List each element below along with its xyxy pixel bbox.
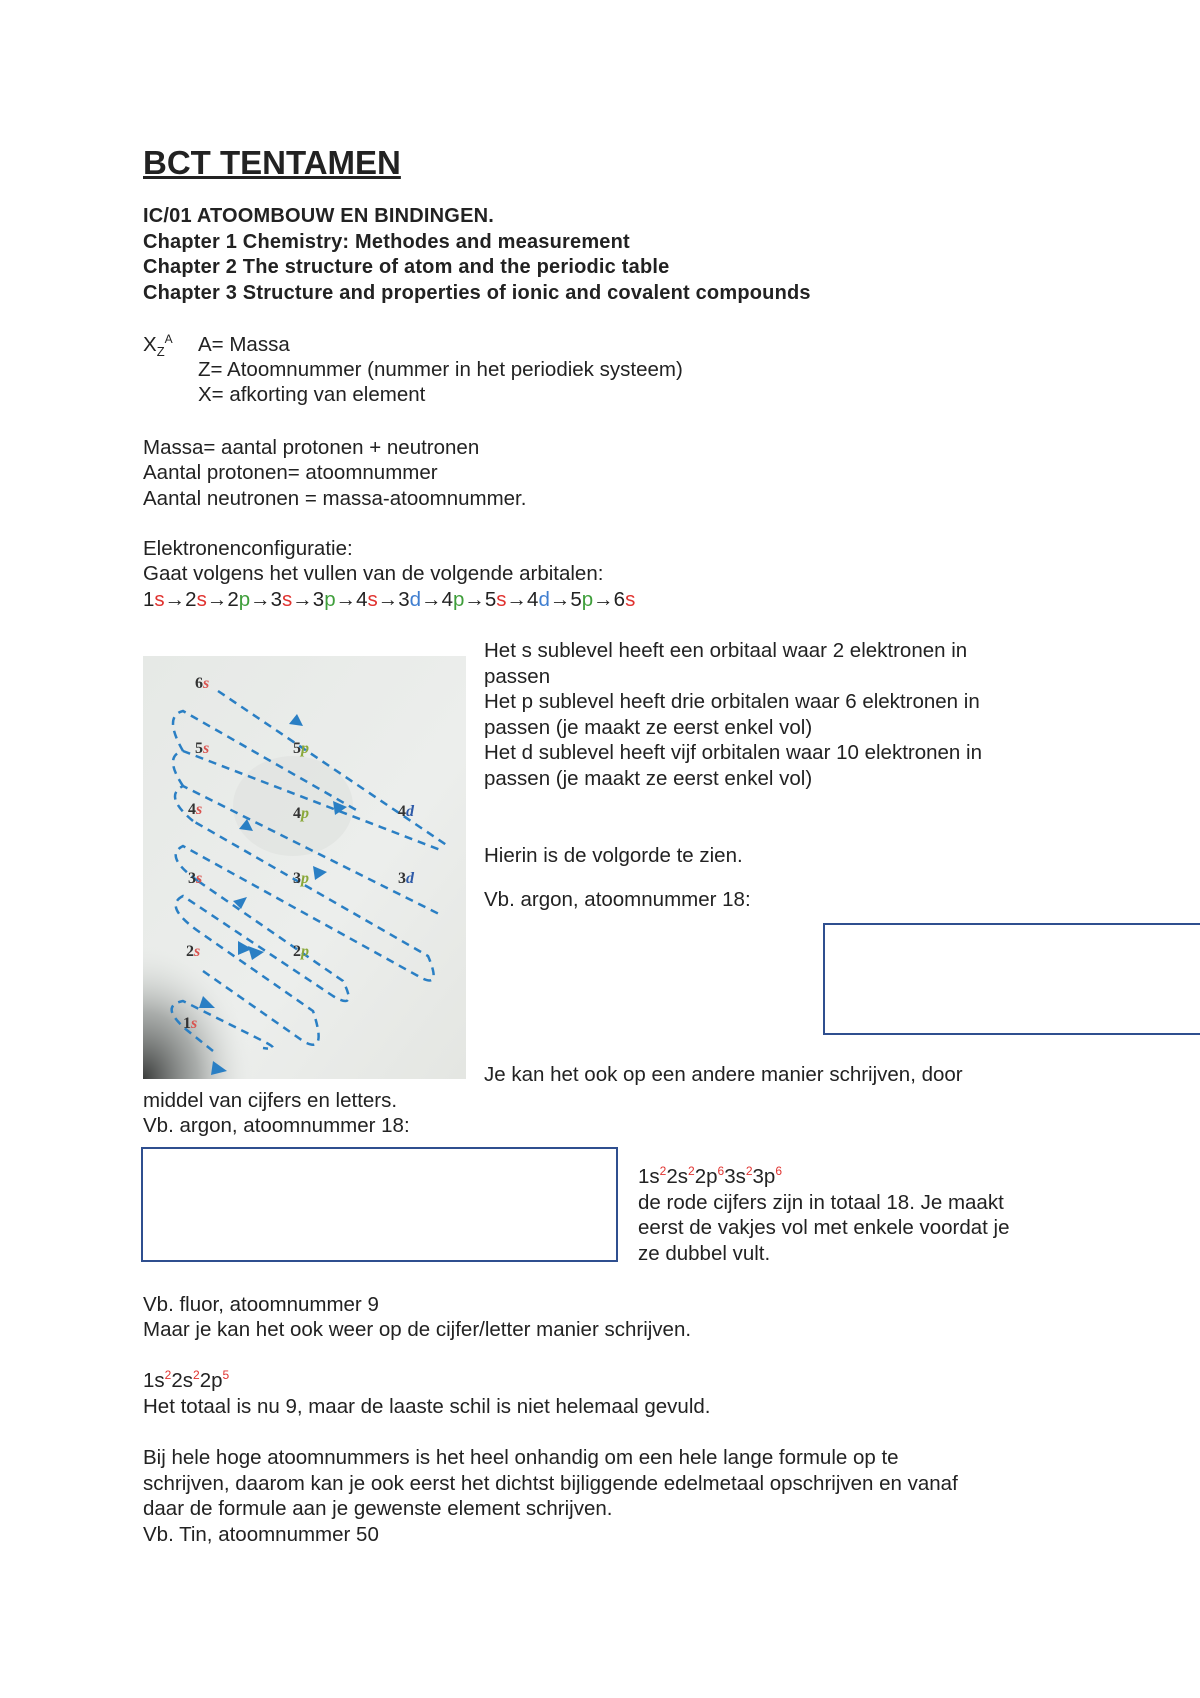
notation-definition: A= Massa xyxy=(198,333,290,356)
diagram-label: 6s xyxy=(195,675,210,692)
notation-definition: Z= Atoomnummer (nummer in het periodiek systeem) xyxy=(198,358,683,381)
mass-line: Massa= aantal protonen + neutronen xyxy=(143,436,480,459)
notation-definition: X= afkorting van element xyxy=(198,383,426,406)
fluor-intro: Maar je kan het ook weer op de cijfer/letter manier schrijven. xyxy=(143,1318,692,1341)
sublevel-text: passen (je maakt ze eerst enkel vol) xyxy=(484,767,813,790)
diagram-label: 3p xyxy=(293,870,309,887)
example-argon: Vb. argon, atoomnummer 18: xyxy=(143,1114,410,1137)
config-orbital: 2p xyxy=(199,1369,223,1392)
chapter-heading: Chapter 3 Structure and properties of ionic and covalent compounds xyxy=(143,282,811,304)
orbital-order-letter: p xyxy=(452,588,465,611)
sublevel-text: passen (je maakt ze eerst enkel vol) xyxy=(484,716,813,739)
orbital-order-number: 1 xyxy=(143,588,155,611)
arrow-icon: → xyxy=(292,588,313,611)
sublevel-text: Het s sublevel heeft een orbitaal waar 2 elektronen in xyxy=(484,639,968,662)
config-electron-count: 6 xyxy=(775,1164,783,1179)
config-electron-count: 2 xyxy=(659,1164,667,1179)
argon-configuration xyxy=(638,1164,782,1190)
orbital-order-number: 4 xyxy=(356,588,368,611)
mass-line: Aantal protonen= atoomnummer xyxy=(143,461,438,484)
config-orbital: 2s xyxy=(666,1165,688,1188)
arrow-icon: → xyxy=(206,588,228,611)
closing-text: Vb. Tin, atoomnummer 50 xyxy=(143,1523,379,1546)
argon-note: ze dubbel vult. xyxy=(638,1242,771,1265)
diagram-label: 2p xyxy=(293,943,309,960)
diagram-label: 5s xyxy=(195,740,210,757)
closing-text: daar de formule aan je gewenste element schrijven. xyxy=(143,1497,613,1520)
arrow-icon: → xyxy=(335,588,357,611)
orbital-order-letter: s xyxy=(625,588,636,611)
diagram-label: 4p xyxy=(293,805,309,822)
orbital-order-number: 3 xyxy=(270,588,283,611)
orbital-box-diagram xyxy=(823,923,1200,1035)
orbital-order-number: 4 xyxy=(441,588,453,611)
diagram-label: 5p xyxy=(293,740,309,757)
order-note: Hierin is de volgorde te zien. xyxy=(484,844,743,867)
orbital-order-letter: d xyxy=(409,588,422,611)
arrow-icon: → xyxy=(377,588,399,611)
orbital-order-letter: s xyxy=(496,588,507,611)
config-intro: Gaat volgens het vullen van de volgende arbitalen: xyxy=(143,562,604,585)
orbital-order-number: 3 xyxy=(398,588,410,611)
config-orbital: 2s xyxy=(171,1369,193,1392)
fluor-example: Vb. fluor, atoomnummer 9 xyxy=(143,1293,379,1316)
orbital-order-letter: p xyxy=(324,588,336,611)
config-heading: Elektronenconfiguratie: xyxy=(143,537,353,560)
config-electron-count: 2 xyxy=(193,1368,200,1383)
orbital-order-number: 5 xyxy=(484,588,497,611)
closing-text: schrijven, daarom kan je ook eerst het dichtst bijliggende edelmetaal opschrijven en vanaf xyxy=(143,1472,958,1495)
chapter-heading: Chapter 2 The structure of atom and the periodic table xyxy=(143,256,670,278)
orbital-order-letter: s xyxy=(196,588,207,611)
arrow-icon: → xyxy=(549,588,571,611)
notation-symbol: $X_Z^A$ xyxy=(143,332,173,360)
orbital-filling-order xyxy=(143,587,635,613)
course-heading: IC/01 ATOOMBOUW EN BINDINGEN. xyxy=(143,205,495,227)
orbital-order-number: 5 xyxy=(570,588,582,611)
diagram-label: 1s xyxy=(183,1015,198,1032)
arrow-icon: → xyxy=(421,588,442,611)
config-electron-count: 2 xyxy=(745,1164,753,1179)
other-way-text: Je kan het ook op een andere manier schrijven, door xyxy=(484,1063,963,1086)
aufbau-diagram-photo xyxy=(143,656,466,1079)
config-orbital: 1s xyxy=(638,1165,660,1188)
argon-note: de rode cijfers zijn in totaal 18. Je maakt xyxy=(638,1191,1004,1214)
orbital-order-number: 6 xyxy=(613,588,626,611)
diagram-label: 4s xyxy=(188,801,203,818)
orbital-order-number: 3 xyxy=(312,588,325,611)
document-title: BCT TENTAMEN xyxy=(143,144,401,181)
arrow-icon: → xyxy=(464,588,485,611)
diagram-label: 2s xyxy=(186,943,201,960)
chapter-heading: Chapter 1 Chemistry: Methodes and measurement xyxy=(143,231,630,253)
argon-note: eerst de vakjes vol met enkele voordat je xyxy=(638,1216,1010,1239)
arrow-icon: → xyxy=(593,588,614,611)
example-argon: Vb. argon, atoomnummer 18: xyxy=(484,888,751,911)
sublevel-text: Het d sublevel heeft vijf orbitalen waar 10 elektronen in xyxy=(484,741,982,764)
closing-text: Bij hele hoge atoomnummers is het heel onhandig om een hele lange formule op te xyxy=(143,1446,899,1469)
orbital-order-letter: p xyxy=(581,588,594,611)
diagram-label: 4d xyxy=(398,803,414,820)
mass-line: Aantal neutronen = massa-atoomnummer. xyxy=(143,487,527,510)
diagram-label: 3d xyxy=(398,870,414,887)
config-electron-count: 5 xyxy=(222,1368,230,1383)
config-orbital: 3s xyxy=(724,1165,746,1188)
config-electron-count: 2 xyxy=(688,1164,695,1179)
orbital-order-letter: d xyxy=(538,588,550,611)
orbital-order-letter: s xyxy=(154,588,165,611)
orbital-order-number: 4 xyxy=(527,588,539,611)
arrow-icon: → xyxy=(250,588,271,611)
sublevel-text: passen xyxy=(484,665,551,688)
orbital-order-number: 2 xyxy=(185,588,197,611)
config-electron-count: 2 xyxy=(164,1368,172,1383)
orbital-order-number: 2 xyxy=(227,588,239,611)
orbital-box-diagram xyxy=(141,1147,618,1262)
fluor-configuration xyxy=(143,1368,229,1394)
other-way-text: middel van cijfers en letters. xyxy=(143,1089,398,1112)
config-electron-count: 6 xyxy=(717,1164,725,1179)
config-orbital: 2p xyxy=(694,1165,718,1188)
arrow-icon: → xyxy=(506,588,528,611)
orbital-order-letter: s xyxy=(367,588,378,611)
sublevel-text: Het p sublevel heeft drie orbitalen waar 6 elektronen in xyxy=(484,690,980,713)
arrow-icon: → xyxy=(164,588,186,611)
orbital-order-letter: s xyxy=(282,588,293,611)
orbital-order-letter: p xyxy=(238,588,251,611)
config-orbital: 3p xyxy=(752,1165,776,1188)
config-orbital: 1s xyxy=(143,1369,165,1392)
diagram-label: 3s xyxy=(188,870,203,887)
fluor-note: Het totaal is nu 9, maar de laaste schil is niet helemaal gevuld. xyxy=(143,1395,711,1418)
